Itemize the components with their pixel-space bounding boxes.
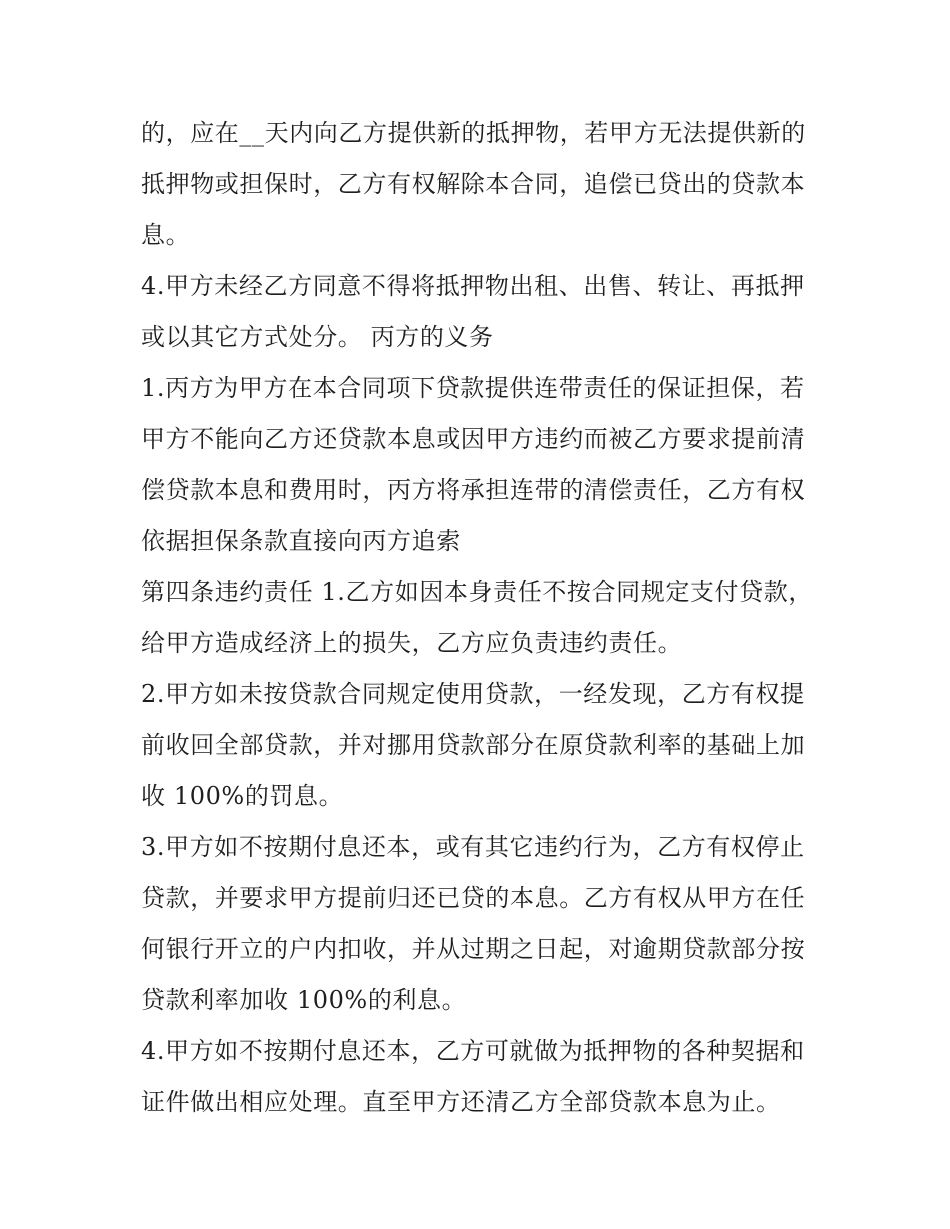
paragraph-misuse-penalty: 2.甲方如未按贷款合同规定使用贷款，一经发现，乙方有权提前收回全部贷款，并对挪用贷款部分在原贷款利率的基础上加收 100%的罚息。 <box>141 680 806 810</box>
paragraph-guarantor-obligation: 1.丙方为甲方在本合同项下贷款提供连带责任的保证担保，若甲方不能向乙方还贷款本息或因甲方违约而被乙方要求提前清偿贷款本息和费用时，丙方将承担连带的清偿责任，乙方有权依据担保条款直接向丙方追索 <box>141 374 806 555</box>
document-body <box>141 108 821 1128</box>
paragraph-collateral-handling: 4.甲方如不按期付息还本，乙方可就做为抵押物的各种契据和证件做出相应处理。直至甲方还清乙方全部贷款本息为止。 <box>141 1037 805 1116</box>
paragraph-overdue-interest: 3.甲方如不按期付息还本，或有其它违约行为，乙方有权停止贷款，并要求甲方提前归还已贷的本息。乙方有权从甲方在任何银行开立的户内扣收，并从过期之日起，对逾期贷款部分按贷款利率加收 100%的利息。 <box>141 833 806 1014</box>
paragraph-new-collateral: 的，应在__天内向乙方提供新的抵押物，若甲方无法提供新的抵押物或担保时，乙方有权解除本合同，追偿已贷出的贷款本息。 <box>141 119 806 249</box>
paragraph-article-4-liability: 第四条违约责任 1.乙方如因本身责任不按合同规定支付贷款，给甲方造成经济上的损失，乙方应负责违约责任。 <box>141 578 813 657</box>
paragraph-collateral-disposal: 4.甲方未经乙方同意不得将抵押物出租、出售、转让、再抵押或以其它方式处分。 丙方的义务 <box>141 272 805 351</box>
